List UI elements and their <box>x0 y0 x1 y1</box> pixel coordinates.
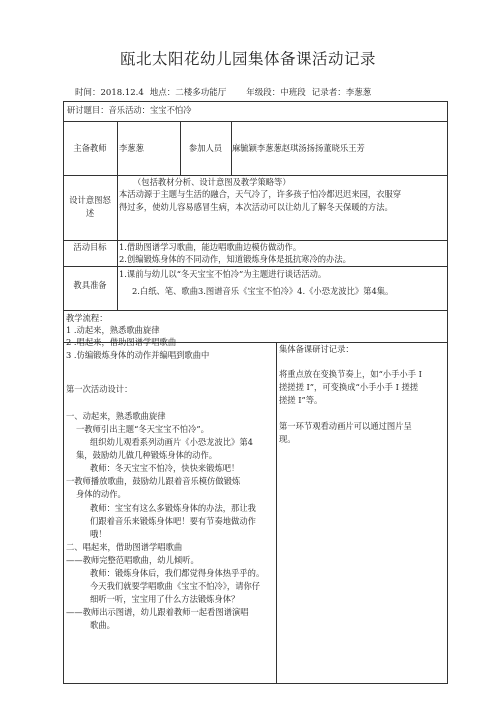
goals-label: 活动目标 <box>73 242 107 252</box>
meta-line <box>75 86 377 98</box>
first-design-line: 教师：宝宝有这么多锻炼身体的办法，那让我 <box>90 503 256 513</box>
first-design-line: 集，鼓励幼儿做几种锻炼身体的动作。 <box>76 450 218 460</box>
first-design-line: 二、唱起来，借助图谱学唱歌曲 <box>66 542 183 552</box>
prep-label: 教具准备 <box>73 280 107 290</box>
prep-item-2: 2.白纸、笔、歌曲3.图谱音乐《宝宝不怕冷》4.《小恐龙波比》第4集。 <box>132 286 394 296</box>
goals-item-1: 1.借助图谱学习歌曲，能边唱歌曲边模仿做动作。 <box>119 242 302 252</box>
first-design-line: 今天我们就要学唱歌曲《宝宝不怕冷》，请你仔 <box>90 581 261 591</box>
row-divider <box>63 121 448 122</box>
participants-label: 参加人员 <box>188 143 223 153</box>
topic-text: 研讨题目：音乐活动：宝宝不怕冷 <box>67 105 192 115</box>
lead-teacher-value: 李葱葱 <box>119 143 144 153</box>
page-title: 瓯北太阳花幼儿园集体备课活动记录 <box>119 50 376 68</box>
flow-heading: 教学流程： <box>66 313 108 323</box>
design-head: （包括教材分析、设计意图及教学策略等） <box>133 177 291 187</box>
design-label: 设计意图怒述 <box>69 195 111 218</box>
prep-item-1: 1.课前与幼儿以“冬天宝宝不怕冷”为主题进行谈话活动。 <box>119 269 327 279</box>
row-divider <box>63 310 448 311</box>
flow-step-1: 1 .动起来，熟悉歌曲旋律 <box>66 325 160 335</box>
first-design-line: ——教师出示图谱，幼儿跟着教师一起看图谱演唱 <box>66 607 249 617</box>
notes-line: 第一环节观看动画片可以通过图片呈 <box>279 421 412 431</box>
flow-step-3: 3 .仿编锻炼身体的动作并编唱到歌曲中 <box>66 350 210 360</box>
goals-item-2: 2.创编锻炼身体的不同动作，知道锻炼身体是抵抗寒冷的办法。 <box>119 254 351 264</box>
notes-line: 将重点放在变换节奏上，如“小手小手 I <box>279 369 422 379</box>
meta-location: 地点：二楼多功能厅 <box>149 88 227 98</box>
first-design-line: 哦！ <box>90 529 107 539</box>
notes-line: 现。 <box>279 434 296 444</box>
first-design-line: 歌曲。 <box>90 620 115 630</box>
first-design-line: 们跟着音乐来锻炼身体吧！要有节奏地做动作 <box>90 516 256 526</box>
first-design-line: 组织幼儿观看系列动画片《小恐龙波比》第4 <box>90 437 253 447</box>
meta-grade: 年级段：中班段 <box>246 88 306 98</box>
first-design-line: ——教师完整范唱歌曲，幼儿倾听。 <box>66 555 199 565</box>
notes-line: 搓搓 I”等。 <box>279 395 323 405</box>
design-line-2: 得过多，使幼儿容易感冒生病，本次活动可以让幼儿了解冬天保暖的方法。 <box>119 202 393 212</box>
meta-time: 时间：2018.12.4 <box>75 88 144 98</box>
flow-step-2: 2 .唱起来，借助图谱学唱歌曲 <box>66 337 177 347</box>
notes-line: 搓搓搓 I”，可变换成“小手小手 I 搓搓 <box>279 382 419 392</box>
row-divider <box>63 266 448 267</box>
meta-recorder: 记录者：李葱葱 <box>311 88 372 98</box>
first-design-line: 细听一听，宝宝用了什么方法锻炼身体？ <box>90 594 240 604</box>
col-divider <box>276 342 277 684</box>
first-design-line: 教师：锻炼身体后，我们都觉得身体热乎乎的。 <box>90 568 265 578</box>
first-design-line: 教师：冬天宝宝不怕冷，快快来锻炼吧！ <box>90 463 240 473</box>
first-design-line: 一教师播放歌曲，鼓励幼儿跟着音乐模仿做锻炼 <box>66 476 241 486</box>
col-divider <box>117 121 118 310</box>
first-design-line: 身体的动作。 <box>76 489 126 499</box>
lead-teacher-label: 主备教师 <box>73 143 107 153</box>
design-line-1: 本活动源于主题与生活的融合，天气冷了，许多孩子怕冷都迟迟来园，衣服穿 <box>119 189 402 199</box>
first-design-line: 一教师引出主题“冬天宝宝不怕冷”。 <box>76 424 209 434</box>
first-design-heading: 第一次活动设计： <box>66 384 133 394</box>
notes-heading: 集体备课研讨记录： <box>279 344 354 354</box>
participants-value: 麻毓颖李葱葱赵琪汤扬扬董晓乐王芳 <box>232 143 365 153</box>
first-design-line: 一、动起来，熟悉歌曲旋律 <box>66 411 166 421</box>
